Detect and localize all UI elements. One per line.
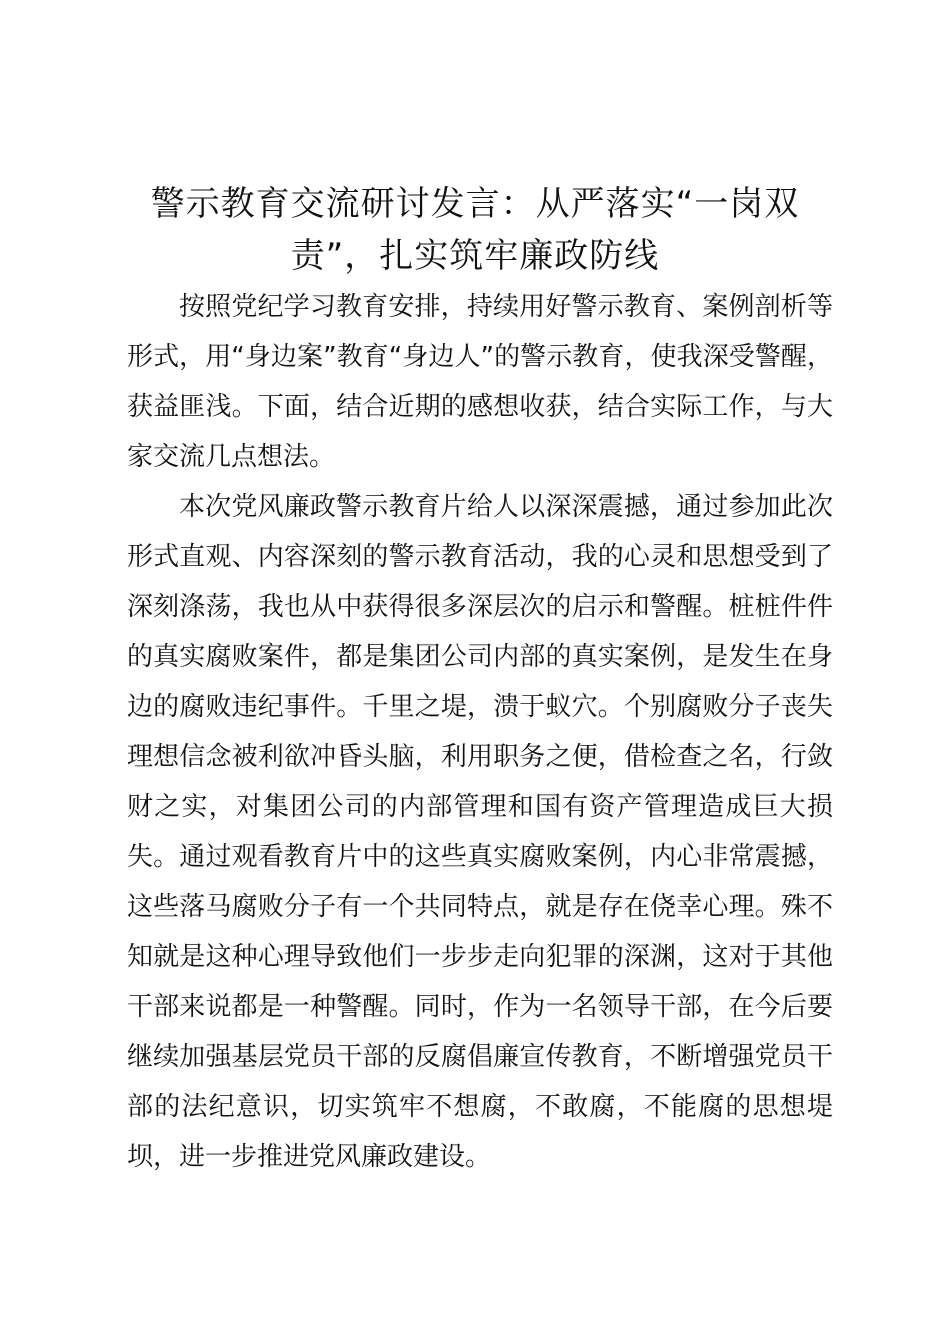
paragraph-1: 按照党纪学习教育安排，持续用好警示教育、案例剖析等形式，用“身边案”教育“身边人”的警示教育，使我深受警醒，获益匪浅。下面，结合近期的感想收获，结合实际工作，与大家交流几点想法。 (127, 292, 833, 472)
document-title: 警示教育交流研讨发言：从严落实“一岗双责”，扎实筑牢廉政防线 (150, 184, 800, 276)
document-body (127, 282, 833, 1182)
paragraph-2: 本次党风廉政警示教育片给人以深深震撼，通过参加此次形式直观、内容深刻的警示教育活动，我的心灵和思想受到了深刻涤荡，我也从中获得很多深层次的启示和警醒。桩桩件件的真实腐败案件，都是集团公司内部的真实案例，是发生在身边的腐败违纪事件。千里之堤，溃于蚁穴。个别腐败分子丧失理想信念被利欲冲昏头脑，利用职务之便，借检查之名，行敛财之实，对集团公司的内部管理和国有资产管理造成巨大损失。通过观看教育片中的这些真实腐败案例，内心非常震撼，这些落马腐败分子有一个共同特点，就是存在侥幸心理。殊不知就是这种心理导致他们一步步走向犯罪的深渊，这对于其他干部来说都是一种警醒。同时，作为一名领导干部，在今后要继续加强基层党员干部的反腐倡廉宣传教育，不断增强党员干部的法纪意识，切实筑牢不想腐，不敢腐，不能腐的思想堤坝，进一步推进党风廉政建设。 (127, 492, 833, 1172)
